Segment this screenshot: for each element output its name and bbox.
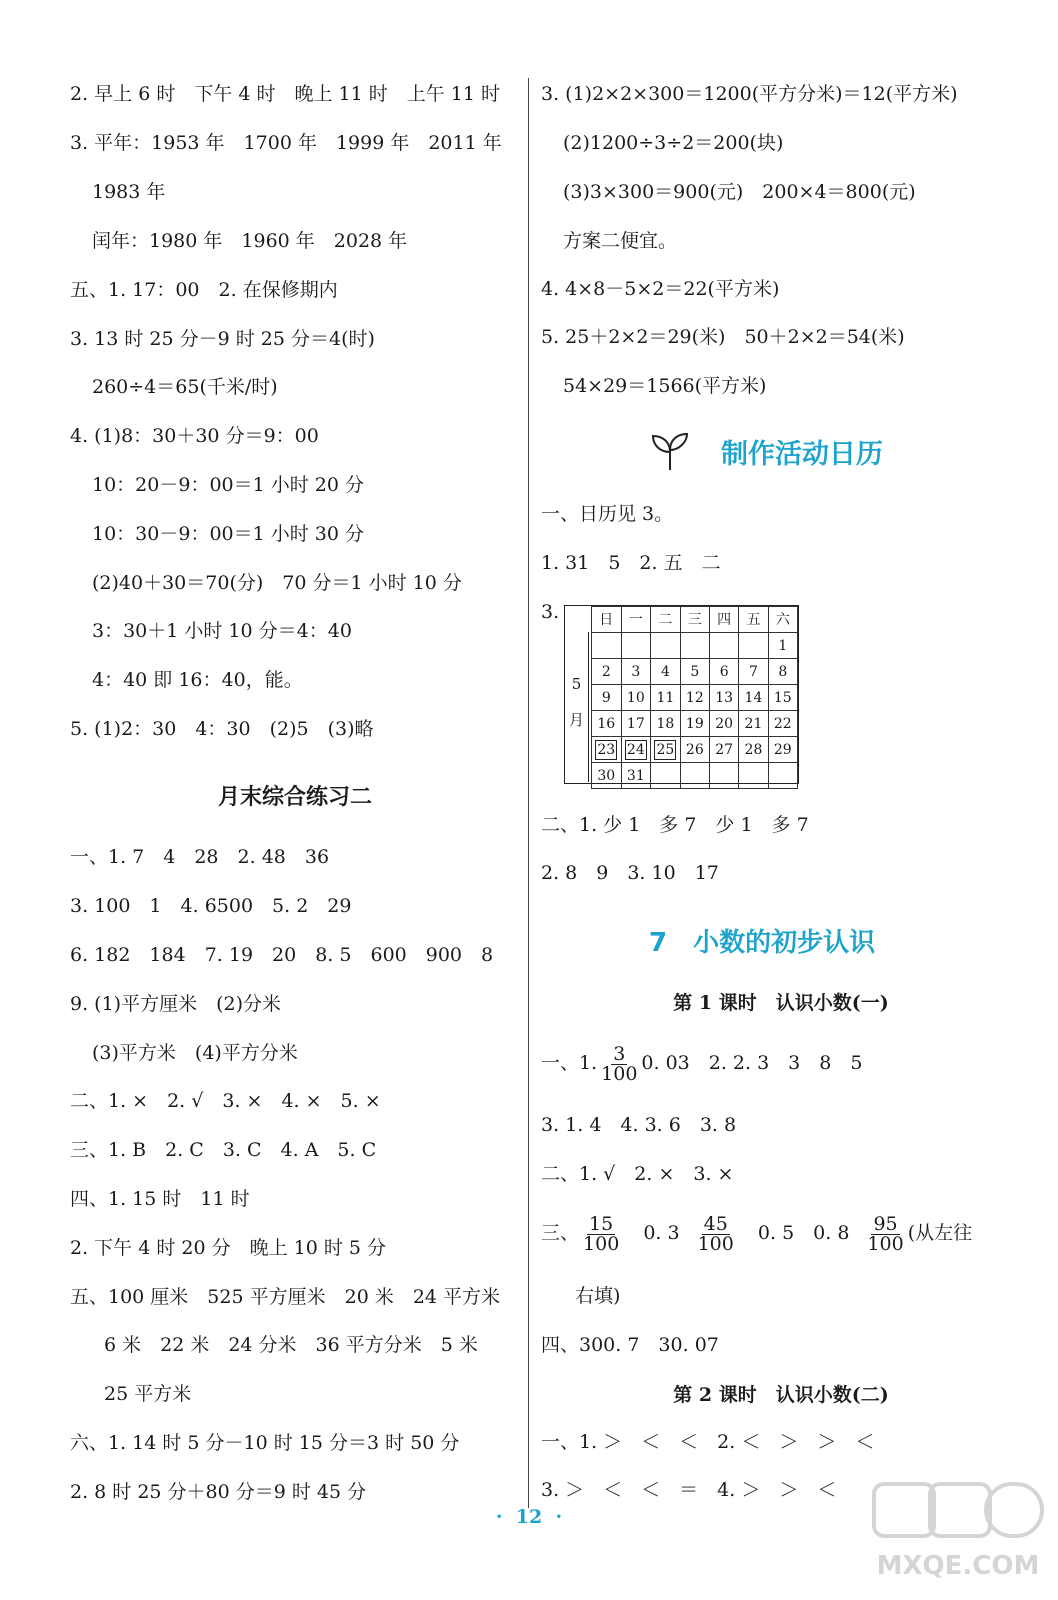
calendar-day xyxy=(621,737,651,763)
calendar-day xyxy=(592,633,622,659)
answer-line: 4：40 即 16：40，能。 xyxy=(92,669,303,691)
answer-line: 一、1. 7 4 28 2. 48 36 xyxy=(70,846,330,868)
calendar-day xyxy=(739,763,768,789)
calendar-week-row xyxy=(592,763,798,789)
calendar-day: 26 xyxy=(680,737,709,763)
fraction xyxy=(583,1212,620,1255)
answer-line xyxy=(541,1041,862,1085)
boxed-day: 24 xyxy=(626,741,645,758)
answer-text: 0. 3 xyxy=(643,1222,680,1244)
answer-line: 二、1. √ 2. × 3. × xyxy=(541,1163,734,1185)
answer-line: 6 米 22 米 24 分米 36 平方分米 5 米 xyxy=(104,1334,478,1356)
answer-line: 3：30＋1 小时 10 分＝4：40 xyxy=(92,620,352,642)
calendar-day: 7 xyxy=(739,659,768,685)
calendar-day xyxy=(680,763,709,789)
calendar-header-row xyxy=(592,607,798,633)
calendar-day: 10 xyxy=(621,685,651,711)
answer-line: (2)40＋30＝70(分) 70 分＝1 小时 10 分 xyxy=(92,572,462,594)
calendar-day: 19 xyxy=(680,711,709,737)
answer-line: 5. (1)2：30 4：30 (2)5 (3)略 xyxy=(70,718,374,740)
answer-line: 一、日历见 3。 xyxy=(541,503,674,525)
calendar-week-row xyxy=(592,737,798,763)
answer-line: 闰年：1980 年 1960 年 2028 年 xyxy=(92,230,408,252)
calendar-day: 20 xyxy=(710,711,739,737)
answer-line: 右填) xyxy=(575,1285,621,1307)
answer-line: (2)1200÷3÷2＝200(块) xyxy=(563,132,784,154)
answer-line: 54×29＝1566(平方米) xyxy=(563,375,767,397)
calendar-month-label xyxy=(565,632,589,782)
weekday-header: 二 xyxy=(651,607,681,633)
page-number: · 12 · xyxy=(495,1506,563,1528)
calendar-day: 2 xyxy=(592,659,622,685)
calendar-day: 27 xyxy=(710,737,739,763)
answer-line: (3)平方米 (4)平方分米 xyxy=(92,1042,298,1064)
calendar-day xyxy=(739,633,768,659)
calendar-day: 6 xyxy=(710,659,739,685)
fraction-numerator: 15 xyxy=(589,1212,614,1235)
fraction-denominator: 100 xyxy=(867,1232,904,1255)
answer-text: 0. 5 0. 8 xyxy=(757,1222,850,1244)
weekday-header: 六 xyxy=(768,607,797,633)
answer-line: 二、1. × 2. √ 3. × 4. × 5. × xyxy=(70,1090,381,1112)
answer-prefix: 三、 xyxy=(541,1222,580,1244)
question-label: 3. xyxy=(541,601,560,623)
answer-line: 四、300. 7 30. 07 xyxy=(541,1334,719,1356)
answer-line: 五、1. 17：00 2. 在保修期内 xyxy=(70,279,338,301)
calendar-day: 1 xyxy=(768,633,797,659)
column-divider xyxy=(528,78,529,1508)
calendar-day: 29 xyxy=(768,737,797,763)
weekday-header: 五 xyxy=(739,607,768,633)
calendar-day: 22 xyxy=(768,711,797,737)
weekday-header: 日 xyxy=(592,607,622,633)
calendar-day: 18 xyxy=(651,711,681,737)
answer-line xyxy=(541,1211,972,1255)
calendar-day xyxy=(592,737,622,763)
calendar-grid xyxy=(591,606,798,789)
calendar-day: 15 xyxy=(768,685,797,711)
calendar-day: 3 xyxy=(621,659,651,685)
calendar-day xyxy=(621,633,651,659)
answer-prefix: 一、1. xyxy=(541,1052,598,1074)
answer-text: (从左往 xyxy=(907,1222,973,1244)
section-title: 月末综合练习二 xyxy=(217,784,372,810)
fraction xyxy=(601,1042,638,1085)
answer-line: 3. 平年：1953 年 1700 年 1999 年 2011 年 xyxy=(70,132,502,154)
section-title: 制作活动日历 xyxy=(721,439,883,470)
calendar-day xyxy=(651,763,681,789)
lesson-title: 第 2 课时 认识小数(二) xyxy=(673,1384,889,1406)
answer-line: 9. (1)平方厘米 (2)分米 xyxy=(70,993,281,1015)
answer-line: 四、1. 15 时 11 时 xyxy=(70,1188,250,1210)
calendar-day: 13 xyxy=(710,685,739,711)
svg-text:MXQE.COM: MXQE.COM xyxy=(876,1551,1040,1581)
answer-line: 260÷4＝65(千米/时) xyxy=(92,376,278,398)
answer-line: 3. (1)2×2×300＝1200(平方分米)＝12(平方米) xyxy=(541,83,958,105)
answer-text: 0. 03 2. 2. 3 3 8 5 xyxy=(641,1052,863,1074)
answer-line: 六、1. 14 时 5 分－10 时 15 分＝3 时 50 分 xyxy=(70,1432,460,1454)
calendar-day xyxy=(651,737,681,763)
fraction-denominator: 100 xyxy=(583,1232,620,1255)
answer-line: 10：30－9：00＝1 小时 30 分 xyxy=(92,523,365,545)
fraction-numerator: 3 xyxy=(613,1042,626,1065)
calendar-day xyxy=(710,633,739,659)
calendar-week-row xyxy=(592,633,798,659)
answer-line: 3. 13 时 25 分－9 时 25 分＝4(时) xyxy=(70,328,375,350)
answer-line: 3. 100 1 4. 6500 5. 2 29 xyxy=(70,895,352,917)
lesson-title: 第 1 课时 认识小数(一) xyxy=(673,992,889,1014)
answer-line: 三、1. B 2. C 3. C 4. A 5. C xyxy=(70,1139,377,1161)
answer-line: 4. 4×8－5×2＝22(平方米) xyxy=(541,278,780,300)
calendar-day: 16 xyxy=(592,711,622,737)
fraction xyxy=(697,1212,734,1255)
weekday-header: 三 xyxy=(680,607,709,633)
answer-line: 五、100 厘米 525 平方厘米 20 米 24 平方米 xyxy=(70,1286,501,1308)
answer-line: 二、1. 少 1 多 7 少 1 多 7 xyxy=(541,814,809,836)
calendar-day: 4 xyxy=(651,659,681,685)
calendar-day: 21 xyxy=(739,711,768,737)
fraction-denominator: 100 xyxy=(601,1062,638,1085)
calendar-day: 5 xyxy=(680,659,709,685)
calendar-day: 30 xyxy=(592,763,622,789)
answer-line: 1983 年 xyxy=(92,181,166,203)
weekday-header: 四 xyxy=(710,607,739,633)
fraction-denominator: 100 xyxy=(697,1232,734,1255)
calendar-day: 8 xyxy=(768,659,797,685)
answer-line: 4. (1)8：30＋30 分＝9：00 xyxy=(70,425,319,447)
answer-line: 2. 早上 6 时 下午 4 时 晚上 11 时 上午 11 时 xyxy=(70,83,501,105)
answer-line: 3. ＞ ＜ ＜ ＝ 4. ＞ ＞ ＜ xyxy=(541,1479,837,1501)
answer-line: 2. 下午 4 时 20 分 晚上 10 时 5 分 xyxy=(70,1237,387,1259)
answer-line: 25 平方米 xyxy=(104,1383,192,1405)
calendar-day: 31 xyxy=(621,763,651,789)
calendar-day: 11 xyxy=(651,685,681,711)
month-label-part: 月 xyxy=(568,711,584,729)
calendar-day: 28 xyxy=(739,737,768,763)
answer-line: 3. 1. 4 4. 3. 6 3. 8 xyxy=(541,1114,737,1136)
page-number-value: 12 xyxy=(515,1506,543,1528)
sprout-icon xyxy=(649,430,691,472)
chapter-title: 7 小数的初步认识 xyxy=(649,928,876,958)
answer-line: 6. 182 184 7. 19 20 8. 5 600 900 8 xyxy=(70,944,494,966)
watermark-logo xyxy=(868,1478,1048,1588)
calendar-day xyxy=(651,633,681,659)
calendar-week-row xyxy=(592,659,798,685)
fraction-numerator: 95 xyxy=(873,1212,898,1235)
calendar-day: 9 xyxy=(592,685,622,711)
calendar-table xyxy=(591,606,798,789)
answer-line: 2. 8 9 3. 10 17 xyxy=(541,862,719,884)
boxed-day: 25 xyxy=(656,741,675,758)
answer-line: 一、1. ＞ ＜ ＜ 2. ＜ ＞ ＞ ＜ xyxy=(541,1431,875,1453)
answer-line: 5. 25＋2×2＝29(米) 50＋2×2＝54(米) xyxy=(541,326,905,348)
answer-line: 2. 8 时 25 分＋80 分＝9 时 45 分 xyxy=(70,1481,367,1503)
calendar-day xyxy=(710,763,739,789)
calendar-day: 12 xyxy=(680,685,709,711)
calendar-week-row xyxy=(592,685,798,711)
calendar-day xyxy=(680,633,709,659)
answer-line: 方案二便宜。 xyxy=(563,230,678,252)
calendar-day xyxy=(768,763,797,789)
may-calendar xyxy=(564,605,799,784)
weekday-header: 一 xyxy=(621,607,651,633)
calendar-day: 17 xyxy=(621,711,651,737)
fraction-numerator: 45 xyxy=(703,1212,728,1235)
answer-line: 1. 31 5 2. 五 二 xyxy=(541,552,721,574)
calendar-day: 14 xyxy=(739,685,768,711)
answer-line: 10：20－9：00＝1 小时 20 分 xyxy=(92,474,365,496)
calendar-week-row xyxy=(592,711,798,737)
month-label-part: 5 xyxy=(571,675,582,693)
boxed-day: 23 xyxy=(597,741,616,758)
fraction xyxy=(867,1212,904,1255)
answer-line: (3)3×300＝900(元) 200×4＝800(元) xyxy=(563,181,916,203)
